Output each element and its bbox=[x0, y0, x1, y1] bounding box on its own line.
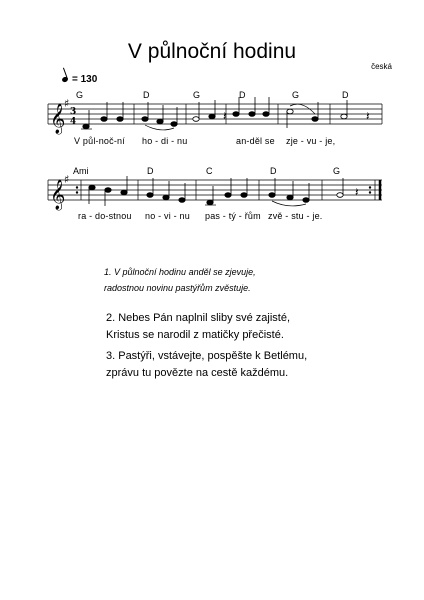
chord: D bbox=[342, 90, 349, 100]
verse-line: 3. Pastýři, vstávejte, pospěšte k Betlému, bbox=[106, 350, 308, 362]
lyric-syllables: zvě - stu - je. bbox=[268, 211, 323, 221]
svg-text:4: 4 bbox=[70, 117, 77, 127]
chord: G bbox=[76, 90, 84, 100]
svg-text:𝄽: 𝄽 bbox=[223, 109, 227, 123]
svg-text:𝄞: 𝄞 bbox=[50, 104, 66, 134]
verse-line: 1. V půlnoční hodinu anděl se zjevuje, bbox=[104, 267, 256, 277]
svg-text:3: 3 bbox=[70, 107, 77, 117]
lyric-syllables: no - vi - nu bbox=[145, 211, 190, 221]
chord: D bbox=[239, 90, 246, 100]
lyric-syllables: zje - vu - je, bbox=[286, 136, 336, 146]
music-notation bbox=[0, 0, 424, 240]
svg-text:♯: ♯ bbox=[64, 173, 70, 186]
verse-line: Kristus se narodil z matičky přečisté. bbox=[106, 329, 284, 341]
song-origin: česká bbox=[371, 62, 392, 71]
chord: D bbox=[143, 90, 150, 100]
song-title: V půlnoční hodinu bbox=[127, 40, 297, 63]
lyric-syllables: ra - do-stnou bbox=[78, 211, 132, 221]
chord: D bbox=[147, 166, 154, 176]
verse-line: zprávu tu povězte na cestě každému. bbox=[106, 367, 289, 379]
lyric-syllables: V půl-noč-ní bbox=[74, 136, 125, 146]
lyric-syllables: an-děl se bbox=[236, 136, 275, 146]
svg-text:♯: ♯ bbox=[64, 97, 70, 110]
chord: C bbox=[206, 166, 213, 176]
lyric-syllables: ho - di - nu bbox=[142, 136, 188, 146]
chord: G bbox=[292, 90, 300, 100]
chord: G bbox=[333, 166, 341, 176]
tempo-value: = 130 bbox=[72, 74, 98, 85]
verse-1 bbox=[104, 264, 256, 296]
verse-2 bbox=[106, 310, 290, 344]
verse-3 bbox=[106, 348, 307, 382]
svg-text:𝄽: 𝄽 bbox=[366, 109, 370, 123]
chord: G bbox=[193, 90, 201, 100]
lyric-syllables: pas - tý - řům bbox=[205, 211, 261, 221]
chord: D bbox=[270, 166, 277, 176]
verse-line: 2. Nebes Pán naplnil sliby své zajisté, bbox=[106, 312, 291, 324]
verse-line: radostnou novinu pastýřům zvěstuje. bbox=[104, 283, 251, 293]
svg-text:𝄽: 𝄽 bbox=[355, 185, 359, 199]
chord: Ami bbox=[73, 166, 89, 176]
svg-text:𝄞: 𝄞 bbox=[50, 180, 66, 210]
